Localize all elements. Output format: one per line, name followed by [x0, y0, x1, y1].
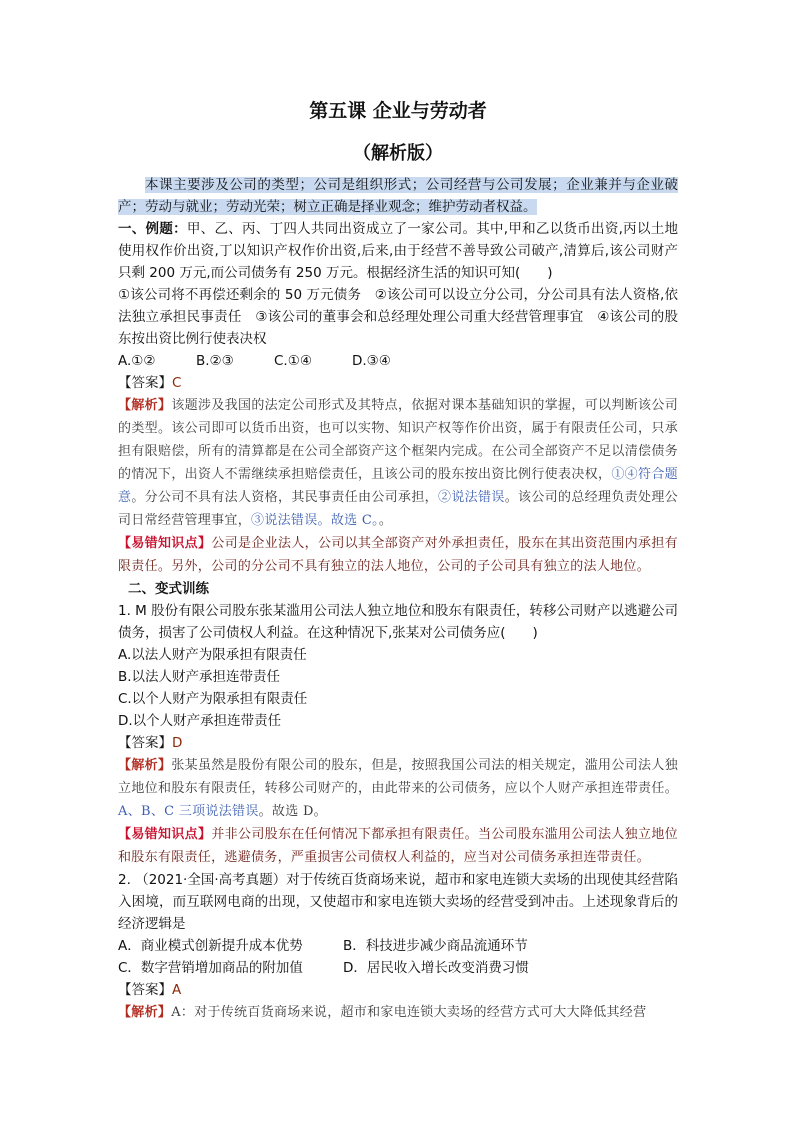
- option-c: C.①④: [274, 353, 312, 369]
- error-tag: 【易错知识点】: [118, 536, 212, 551]
- page-subtitle: （解析版）: [353, 143, 443, 164]
- example-options: [118, 350, 678, 372]
- answer-value: C: [172, 375, 182, 391]
- analysis-tag: 【解析】: [118, 398, 172, 413]
- intro-text-highlighted: 本课主要涉及公司的类型；公司是组织形式；公司经营与公司发展；企业兼并与企业破产；劳动与就业；劳动光荣；树立正确是择业观念；维护劳动者权益。: [118, 177, 678, 215]
- q2-options-row-2: C．数字营销增加商品的附加值 D．居民收入增长改变消费习惯: [118, 960, 529, 976]
- q1-analysis: 【解析】张某虽然是股份有限公司的股东，但是，按照我国公司法的相关规定，滥用公司法人独立地位和股东有限责任，转移公司财产的，由此带来的公司债务，应以个人财产承担连带责任。A、B、C 三项说法错误。故选 D。: [118, 758, 678, 819]
- q1-option-a: A.以法人财产为限承担有限责任: [118, 647, 307, 663]
- document-content: [118, 100, 678, 1024]
- q2-options-row-1: A．商业模式创新提升成本优势 B．科技进步减少商品流通环节: [118, 938, 528, 954]
- q1-option-d: D.以个人财产承担连带责任: [118, 713, 282, 729]
- page-title: 第五课 企业与劳动者: [309, 100, 487, 122]
- example-analysis: 【解析】该题涉及我国的法定公司形式及其特点，依据对课本基础知识的掌握，可以判断该公司的类型。该公司即可以货币出资，也可以实物、知识产权等作价出资，属于有限责任公司，只承担有限赔偿，所有的清算都是在公司全部资产这个框架内完成。在公司全部资产不足以清偿债务的情况下，出资人不需继续承担赔偿责任，且该公司的股东按出资比例行使表决权，①④符合题意。分公司不具有法人资格，其民事责任由公司承担，②说法错误。该公司的总经理负责处理公司日常经营管理事宜，③说法错误。故选 C。。: [118, 398, 678, 528]
- q2-stem: 2. （2021·全国·高考真题）对于传统百货商场来说，超市和家电连锁大卖场的出现使其经营陷入困境，而互联网电商的出现，又使超市和家电连锁大卖场的经营受到冲击。上述现象背后的经济逻辑是: [118, 872, 678, 932]
- example-answer: [118, 372, 678, 394]
- option-a: A.①②: [118, 353, 156, 369]
- q2-analysis: 【解析】A：对于传统百货商场来说，超市和家电连锁大卖场的经营方式可大大降低其经营: [118, 1005, 647, 1020]
- intro-paragraph[interactable]: [118, 174, 678, 218]
- q1-option-b: B.以法人财产承担连带责任: [118, 669, 281, 685]
- answer-tag: 【答案】: [118, 375, 172, 391]
- example-error-point: 【易错知识点】公司是企业法人，公司以其全部资产对外承担责任，股东在其出资范围内承担有限责任。另外，公司的分公司不具有独立的法人地位，公司的子公司具有独立的法人地位。: [118, 536, 678, 574]
- q1-option-c: C.以个人财产为限承担有限责任: [118, 691, 308, 707]
- q2-answer: 【答案】A: [118, 982, 182, 998]
- example-stem: 一、例题：甲、乙、丙、丁四人共同出资成立了一家公司。其中,甲和乙以货币出资,丙以土地使用权作价出资,丁以知识产权作价出资,后来,由于经营不善导致公司破产,清算后,该公司财产只剩 200 万元,而公司债务有 250 万元。根据经济生活的知识可知( ): [118, 221, 679, 281]
- example-heading: 一、例题：: [118, 221, 187, 237]
- q1-error-point: 【易错知识点】并非公司股东在任何情况下都承担有限责任。当公司股东滥用公司法人独立地位和股东有限责任，逃避债务，严重损害公司债权人利益的，应当对公司债务承担连带责任。: [118, 827, 678, 865]
- practice-heading: 二、变式训练: [128, 581, 209, 597]
- example-statements: ①该公司将不再偿还剩余的 50 万元债务 ②该公司可以设立分公司，分公司具有法人资格,依法独立承担民事责任 ③该公司的董事会和总经理处理公司重大经营管理事宜 ④该公司的股东按出资比例行使表决权: [118, 287, 678, 347]
- option-d: D.③④: [352, 353, 391, 369]
- q1-stem: 1. M 股份有限公司股东张某滥用公司法人独立地位和股东有限责任，转移公司财产以逃避公司债务，损害了公司债权人利益。在这种情况下,张某对公司债务应( ): [118, 603, 678, 641]
- option-b: B.②③: [196, 353, 234, 369]
- q1-answer: 【答案】D: [118, 735, 183, 751]
